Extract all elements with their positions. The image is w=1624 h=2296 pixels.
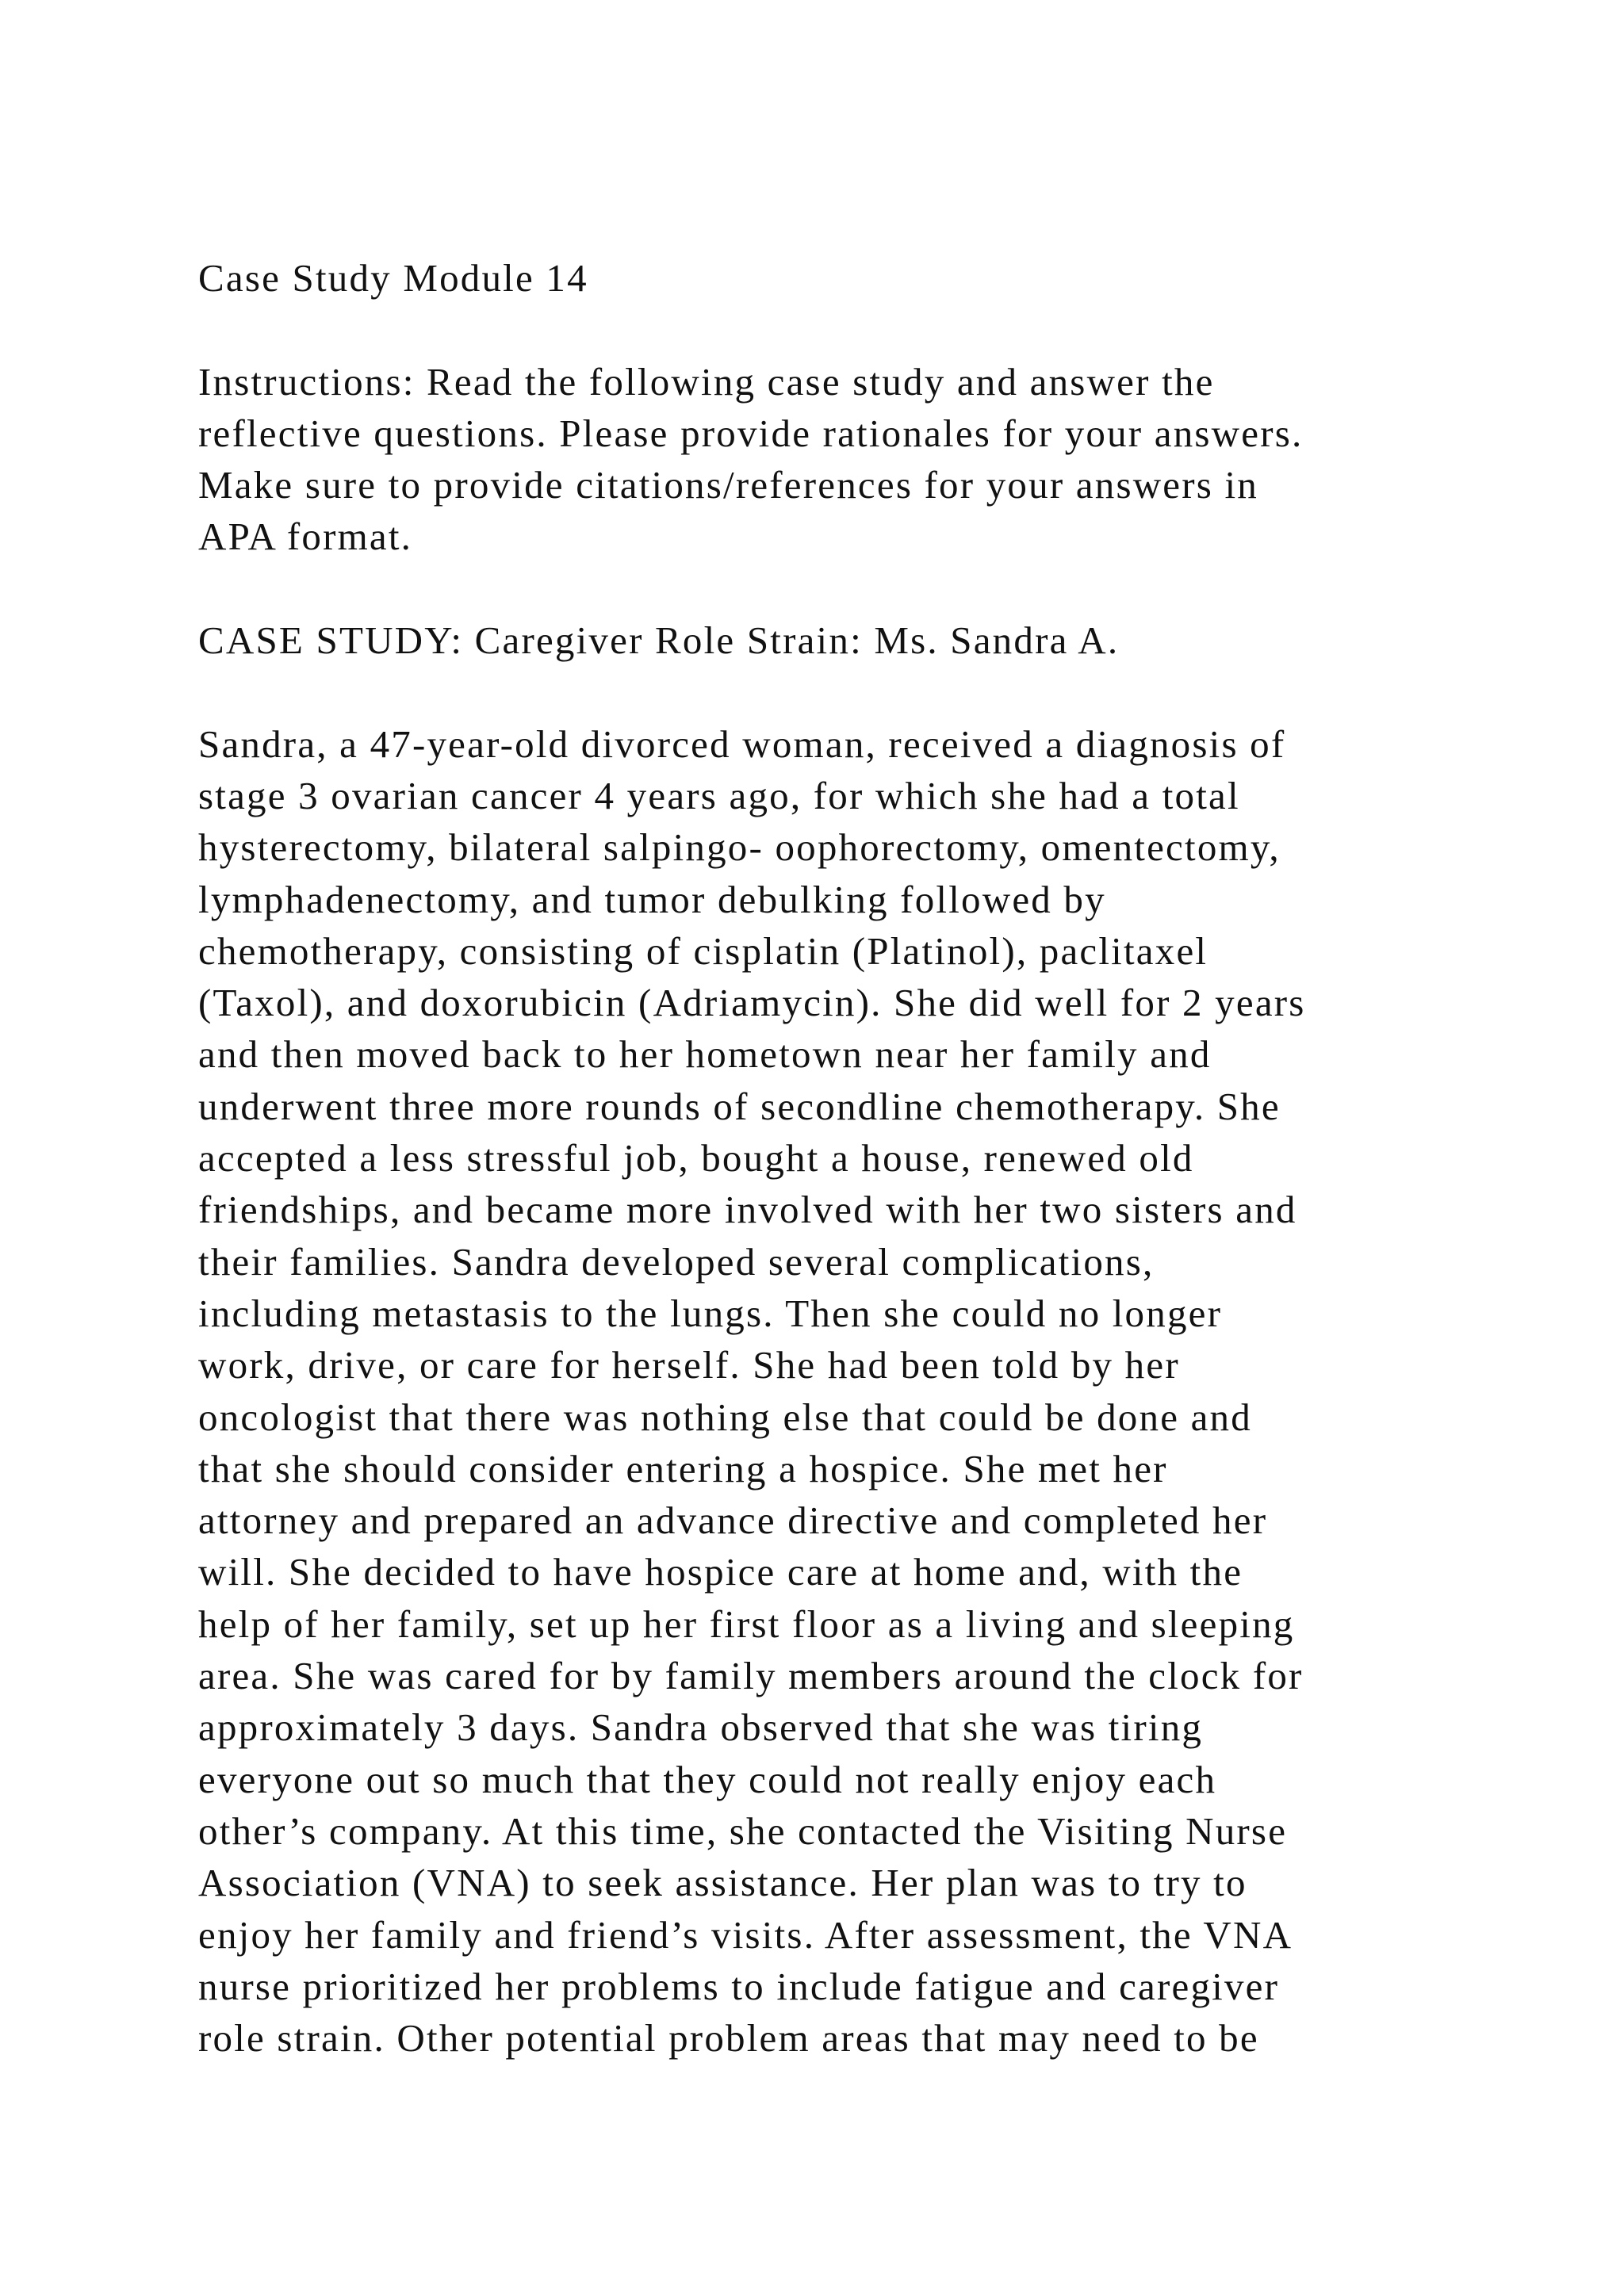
body-line: oncologist that there was nothing else that could be done and bbox=[198, 1395, 1252, 1439]
body-line: lymphadenectomy, and tumor debulking followed by bbox=[198, 877, 1106, 921]
body-line: help of her family, set up her first floor as a living and sleeping bbox=[198, 1601, 1295, 1646]
body-line: underwent three more rounds of secondline chemotherapy. She bbox=[198, 1084, 1281, 1128]
body-line: approximately 3 days. Sandra observed that she was tiring bbox=[198, 1705, 1204, 1750]
body-line: and then moved back to her hometown near her family and bbox=[198, 1032, 1212, 1077]
body-line: including metastasis to the lungs. Then she could no longer bbox=[198, 1291, 1223, 1335]
body-line: enjoy her family and friend’s visits. After assessment, the VNA bbox=[198, 1912, 1293, 1957]
body-line: work, drive, or care for herself. She had been told by her bbox=[198, 1343, 1180, 1387]
body-line: will. She decided to have hospice care at home and, with the bbox=[198, 1550, 1243, 1594]
body-line: hysterectomy, bilateral salpingo- oophorectomy, omentectomy, bbox=[198, 825, 1281, 870]
instructions-line: Instructions: Read the following case study and answer the bbox=[198, 359, 1215, 404]
body-line: nurse prioritized her problems to include fatigue and caregiver bbox=[198, 1964, 1280, 2008]
body-line: everyone out so much that they could not really enjoy each bbox=[198, 1757, 1217, 1801]
body-line: (Taxol), and doxorubicin (Adriamycin). She did well for 2 years bbox=[198, 981, 1306, 1025]
body-line: other’s company. At this time, she contacted the Visiting Nurse bbox=[198, 1808, 1288, 1853]
instructions-line: Make sure to provide citations/references for your answers in bbox=[198, 463, 1258, 507]
body-line: attorney and prepared an advance directive and completed her bbox=[198, 1498, 1268, 1543]
body-line: chemotherapy, consisting of cisplatin (Platinol), paclitaxel bbox=[198, 928, 1208, 973]
body-line: area. She was cared for by family members around the clock for bbox=[198, 1654, 1304, 1698]
instructions-line: reflective questions. Please provide rationales for your answers. bbox=[198, 411, 1304, 455]
title-line: Case Study Module 14 bbox=[198, 256, 588, 300]
body-line: stage 3 ovarian cancer 4 years ago, for which she had a total bbox=[198, 773, 1240, 817]
body-line: Association (VNA) to seek assistance. Her plan was to try to bbox=[198, 1861, 1247, 1905]
document-body bbox=[198, 252, 1499, 2116]
instructions-line: APA format. bbox=[198, 515, 413, 559]
body-line: their families. Sandra developed several complications, bbox=[198, 1239, 1155, 1284]
body-line: that she should consider entering a hospice. She met her bbox=[198, 1446, 1168, 1490]
body-line: Sandra, a 47-year-old divorced woman, received a diagnosis of bbox=[198, 721, 1286, 766]
case-body-paragraph bbox=[198, 718, 1499, 2064]
body-line: accepted a less stressful job, bought a house, renewed old bbox=[198, 1136, 1194, 1181]
body-line: role strain. Other potential problem areas that may need to be bbox=[198, 2016, 1259, 2061]
case-heading bbox=[198, 614, 1499, 666]
document-title bbox=[198, 252, 1499, 304]
case-heading-line: CASE STUDY: Caregiver Role Strain: Ms. Sandra A. bbox=[198, 618, 1120, 663]
body-line: friendships, and became more involved with her two sisters and bbox=[198, 1188, 1297, 1232]
instructions-paragraph bbox=[198, 356, 1499, 563]
